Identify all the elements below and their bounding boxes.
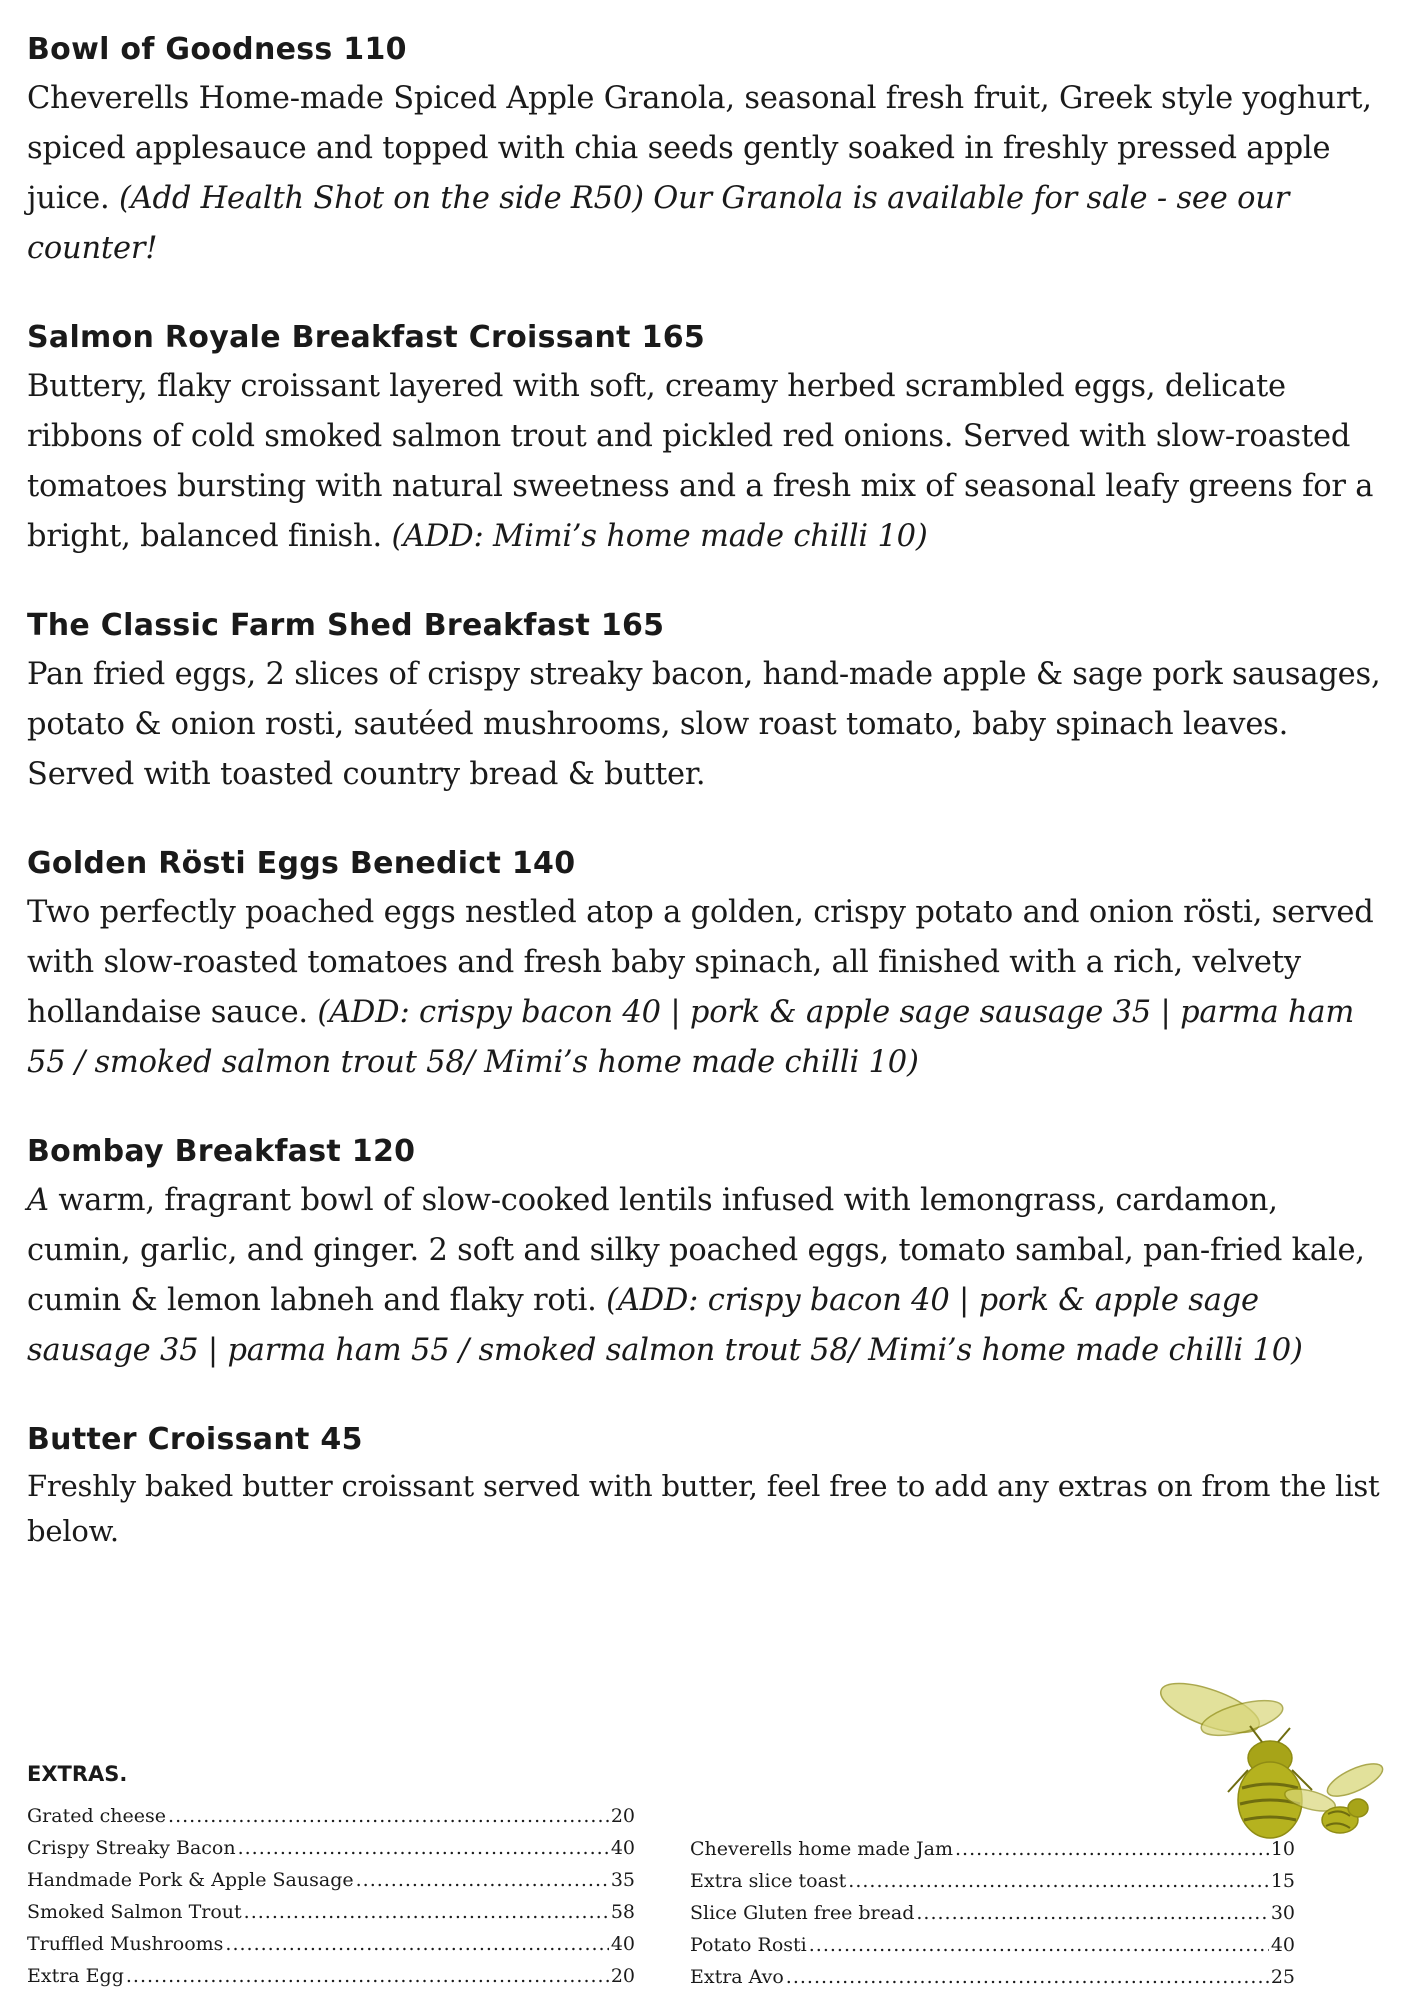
menu-item-description: A warm, fragrant bowl of slow-cooked lentils infused with lemongrass, cardamon, cumin, garlic, and ginger. 2 soft and silky poached eggs, tomato sambal, pan-fried kale, cumin & lemon labneh and flaky roti. (ADD: crispy bacon 40 | pork & apple sage sausage 35 | parma ham 55 / smoked salmon trout 58/ Mimi’s home made chilli 10) xyxy=(27,1183,1365,1368)
extra-item: Smoked Salmon Trout ..... 58 xyxy=(27,1896,635,1928)
menu-item-bombay-breakfast xyxy=(27,1132,1387,1376)
extra-item: Truffled Mushrooms ..... 40 xyxy=(27,1928,635,1960)
menu-item-salmon-royale xyxy=(27,318,1387,562)
menu-item-note: (ADD: crispy bacon 40 | pork & apple sage sausage 35 | parma ham 55 / smoked salmon trout 58/ Mimi’s home made chilli 10) xyxy=(27,995,1355,1080)
menu-item-note: (ADD: Mimi’s home made chilli 10) xyxy=(391,519,928,554)
bee-icon xyxy=(1150,1680,1390,1870)
extra-item: Handmade Pork & Apple Sausage ..... 35 xyxy=(27,1864,635,1896)
extra-item: Extra slice toast ..... 15 xyxy=(690,1865,1295,1897)
menu-item-title: Bombay Breakfast 120 xyxy=(27,1134,416,1169)
menu-item-description: Buttery, flaky croissant layered with soft, creamy herbed scrambled eggs, delicate ribbons of cold smoked salmon trout and pickled red onions. Served with slow-roasted tomatoes bursting with natural sweetness and a fresh mix of seasonal leafy greens for a bright, balanced finish. (ADD: Mimi’s home made chilli 10) xyxy=(27,369,1374,554)
menu-item-bowl-of-goodness xyxy=(27,30,1387,274)
extra-item: Grated cheese ..... 20 xyxy=(27,1800,635,1832)
menu-item-title: Butter Croissant 45 xyxy=(27,1422,363,1457)
menu-item-classic-farm-shed xyxy=(27,606,1387,800)
extras-list-left xyxy=(27,1800,635,1992)
extra-item: Potato Rosti ..... 40 xyxy=(690,1929,1295,1961)
menu-item-butter-croissant xyxy=(27,1420,1387,1554)
extras-heading: EXTRAS. xyxy=(27,1762,128,1786)
menu-item-description: Two perfectly poached eggs nestled atop a golden, crispy potato and onion rösti, served with slow-roasted tomatoes and fresh baby spinach, all finished with a rich, velvety hollandaise sauce. (ADD: crispy bacon 40 | pork & apple sage sausage 35 | parma ham 55 / smoked salmon trout 58/ Mimi’s home made chilli 10) xyxy=(27,895,1374,1080)
menu-item-title: Bowl of Goodness 110 xyxy=(27,32,407,67)
menu-item-note: (ADD: crispy bacon 40 | pork & apple sage sausage 35 | parma ham 55 / smoked salmon trout 58/ Mimi’s home made chilli 10) xyxy=(27,1283,1303,1368)
extra-item: Extra Egg ..... 20 xyxy=(27,1960,635,1992)
menu-item-description: Cheverells Home-made Spiced Apple Granola, seasonal fresh fruit, Greek style yoghurt, spiced applesauce and topped with chia seeds gently soaked in freshly pressed apple juice. (Add Health Shot on the side R50) Our Granola is available for sale - see our counter! xyxy=(27,81,1372,266)
menu-item-description: Pan fried eggs, 2 slices of crispy streaky bacon, hand-made apple & sage pork sausages, potato & onion rosti, sautéed mushrooms, slow roast tomato, baby spinach leaves. Served with toasted country bread & butter. xyxy=(27,657,1381,792)
extra-item: Crispy Streaky Bacon ..... 40 xyxy=(27,1832,635,1864)
menu-item-title: Salmon Royale Breakfast Croissant 165 xyxy=(27,320,706,355)
menu-items xyxy=(27,30,1387,1598)
menu-item-golden-rosti-benedict xyxy=(27,844,1387,1088)
extra-item: Slice Gluten free bread ..... 30 xyxy=(690,1897,1295,1929)
menu-item-title: Golden Rösti Eggs Benedict 140 xyxy=(27,846,576,881)
extra-item: Cheverells home made Jam ..... 10 xyxy=(690,1833,1295,1865)
menu-item-note: (Add Health Shot on the side R50) Our Granola is available for sale - see our counter! xyxy=(27,181,1290,266)
menu-item-title: The Classic Farm Shed Breakfast 165 xyxy=(27,608,665,643)
menu-item-description: Freshly baked butter croissant served with butter, feel free to add any extras on from the list below. xyxy=(27,1469,1380,1548)
extra-item: Extra Avo ..... 25 xyxy=(690,1961,1295,1993)
